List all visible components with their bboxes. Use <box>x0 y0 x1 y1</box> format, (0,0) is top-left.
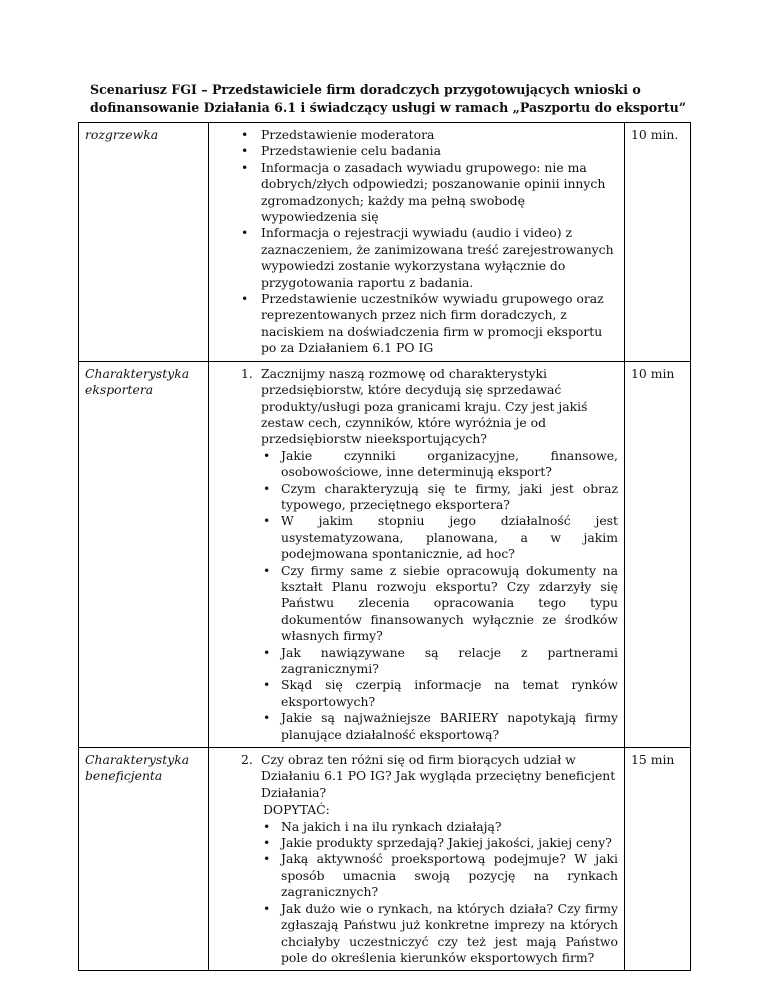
time-label: 10 min <box>631 365 675 381</box>
list-item: • Czy firmy same z siebie opracowują dokumenty na kształt Planu rozwoju eksportu? Czy zdarzyły się Państwu zlecenia opracowania tego typu dokumentów finansowanych wyłącznie ze środków własnych firmy? <box>261 563 618 645</box>
followup-list <box>261 448 618 743</box>
category-label: Charakterystyka beneficjenta <box>85 752 190 784</box>
list-item: • Jakie są najważniejsze BARIERY napotykają firmy planujące działalność eksportową? <box>261 710 618 743</box>
time-cell <box>625 748 691 971</box>
list-item: • W jakim stopniu jego działalność jest usystematyzowana, planowana, a w jakim podejmowana spontanicznie, ad hoc? <box>261 513 618 562</box>
table-row-warmup <box>79 123 691 362</box>
question-text: Czy obraz ten różni się od firm biorących udział w Działaniu 6.1 PO IG? Jak wygląda przeciętny beneficjent Działania? <box>261 752 616 800</box>
scenario-table <box>78 122 691 971</box>
category-cell <box>79 123 209 362</box>
question-number: 1. <box>241 365 253 381</box>
followup-list <box>261 819 618 967</box>
content-cell <box>209 123 625 362</box>
time-label: 10 min. <box>631 127 679 142</box>
question-item <box>215 752 618 966</box>
table-row-beneficiary <box>79 748 691 971</box>
list-item: • Jakie produkty sprzedają? Jakiej jakości, jakiej ceny? <box>261 835 618 851</box>
category-cell <box>79 361 209 747</box>
list-item: • Jak dużo wie o rynkach, na których działa? Czy firmy zgłaszają Państwu już konkretne imprezy na których chciałyby uczestniczyć czy też jest mają Państwo pole do określenia kierunków eksportowych firm? <box>261 901 618 967</box>
category-cell <box>79 748 209 971</box>
list-item: • Informacja o rejestracji wywiadu (audio i video) z zaznaczeniem, że zanimizowana treść zarejestrowanych wypowiedzi zostanie wykorzystana wyłącznie do przygotowania raportu z badania. <box>215 225 618 291</box>
list-item: • Na jakich i na ilu rynkach działają? <box>261 819 618 835</box>
list-item: • Przedstawienie celu badania <box>215 143 618 159</box>
question-list <box>215 752 618 966</box>
content-cell <box>209 361 625 747</box>
probe-label: DOPYTAĆ: <box>263 802 330 818</box>
document-title: Scenariusz FGI – Przedstawiciele firm doradczych przygotowujących wnioski o dofinansowanie Działania 6.1 i świadczący usługi w ramach „Paszportu do eksportu” <box>90 82 687 115</box>
question-list <box>215 366 618 743</box>
question-item <box>215 366 618 743</box>
table-row-exporter <box>79 361 691 747</box>
list-item: • Jaką aktywność proeksportową podejmuje? W jaki sposób umacnia swoją pozycję na rynkach zagranicznych? <box>261 851 618 900</box>
content-cell <box>209 748 625 971</box>
question-text: Zacznijmy naszą rozmowę od charakterystyki przedsiębiorstw, które decydują się sprzedawać produkty/usługi poza granicami kraju. Czy jest jakiś zestaw cech, czynników, które wyróżnia je od przedsiębiorstw nieeksportujących? <box>261 365 588 447</box>
time-cell <box>625 123 691 362</box>
time-label: 15 min <box>631 752 675 768</box>
list-item: • Informacja o zasadach wywiadu grupowego: nie ma dobrych/złych odpowiedzi; poszanowanie opinii innych zgromadzonych; każdy ma pełną swobodę wypowiedzenia się <box>215 160 618 226</box>
category-label: Charakterystyka eksportera <box>85 365 190 398</box>
list-item: • Czym charakteryzują się te firmy, jaki jest obraz typowego, przeciętnego eksportera? <box>261 481 618 514</box>
warmup-list <box>215 127 618 357</box>
list-item: • Jak nawiązywane są relacje z partnerami zagranicznymi? <box>261 645 618 678</box>
question-number: 2. <box>241 752 253 768</box>
list-item: • Jakie czynniki organizacyjne, finansowe, osobowościowe, inne determinują eksport? <box>261 448 618 481</box>
list-item: • Przedstawienie uczestników wywiadu grupowego oraz reprezentowanych przez nich firm doradczych, z naciskiem na doświadczenia firm w promocji eksportu po za Działaniem 6.1 PO IG <box>215 291 618 357</box>
list-item: • Przedstawienie moderatora <box>215 127 618 143</box>
list-item: • Skąd się czerpią informacje na temat rynków eksportowych? <box>261 677 618 710</box>
time-cell <box>625 361 691 747</box>
category-label: rozgrzewka <box>85 127 159 142</box>
